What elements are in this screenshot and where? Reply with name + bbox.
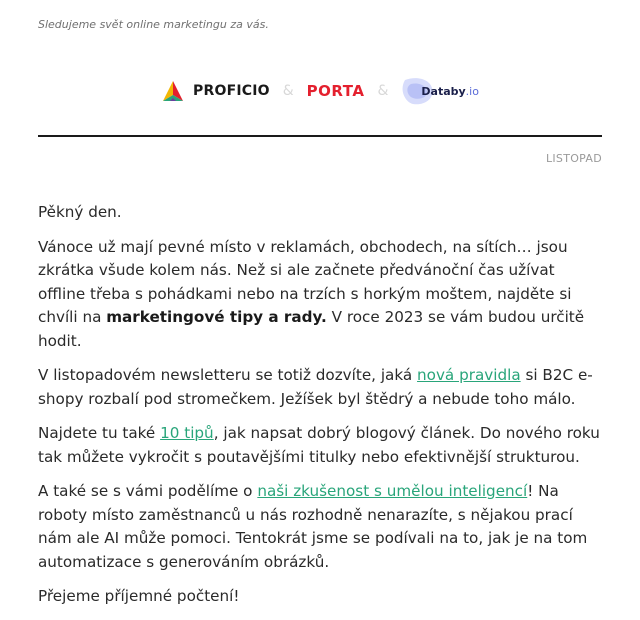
ai-paragraph: A také se s vámi podělíme o naši zkušenost s umělou inteligencí! Na roboty místo zaměstnanců u nás rozhodně nenarazíte, s nějakou prací nám ale AI může pomoci. Tentokrát jsme se podívali na to, jak je na tom automatizace s generováním obrázků.: [38, 482, 588, 571]
greeting: Pěkný den.: [38, 203, 122, 221]
newsletter-tagline: Sledujeme svět online marketingu za vás.: [38, 18, 269, 31]
logo-separator: &: [282, 83, 294, 99]
databy-logo-text: Databy.io: [421, 84, 479, 98]
closing-line: Přejeme příjemné počtení!: [38, 587, 240, 605]
logo-separator: &: [377, 83, 389, 99]
partner-logos: [0, 74, 640, 108]
issue-month: LISTOPAD: [545, 152, 602, 165]
porta-logo-text: PORTA: [306, 82, 365, 100]
proficio-logo-text: PROFICIO: [193, 83, 270, 99]
ai-experience-link[interactable]: naši zkušenost s umělou inteligencí: [257, 482, 528, 500]
proficio-logo[interactable]: [161, 80, 270, 102]
proficio-triangle-icon: [161, 80, 185, 102]
tips-paragraph: Najdete tu také 10 tipů, jak napsat dobrý blogový článek. Do nového roku tak můžete vykročit s poutavějšími titulky nebo efektivnější strukturou.: [38, 424, 600, 466]
highlight-text: marketingové tipy a rady.: [106, 308, 327, 326]
databy-logo[interactable]: [401, 74, 479, 108]
new-rules-link[interactable]: nová pravidla: [417, 366, 521, 384]
rules-paragraph: V listopadovém newsletteru se totiž dozvíte, jaká nová pravidla si B2C e-shopy rozbalí pod stromečkem. Ježíšek byl štědrý a nebude toho málo.: [38, 366, 593, 408]
porta-logo[interactable]: [307, 82, 365, 100]
ten-tips-link[interactable]: 10 tipů: [160, 424, 214, 442]
header-divider: [38, 135, 602, 137]
intro-paragraph: Vánoce už mají pevné místo v reklamách, obchodech, na sítích… jsou zkrátka všude kolem nás. Než si ale začnete předvánoční čas užívat offline třeba s pohádkami nebo na trzích s horkým moštem, najděte si chvíli na marketingové tipy a rady. V roce 2023 se vám budou určitě hodit.: [38, 237, 585, 350]
newsletter-body: [38, 201, 604, 620]
